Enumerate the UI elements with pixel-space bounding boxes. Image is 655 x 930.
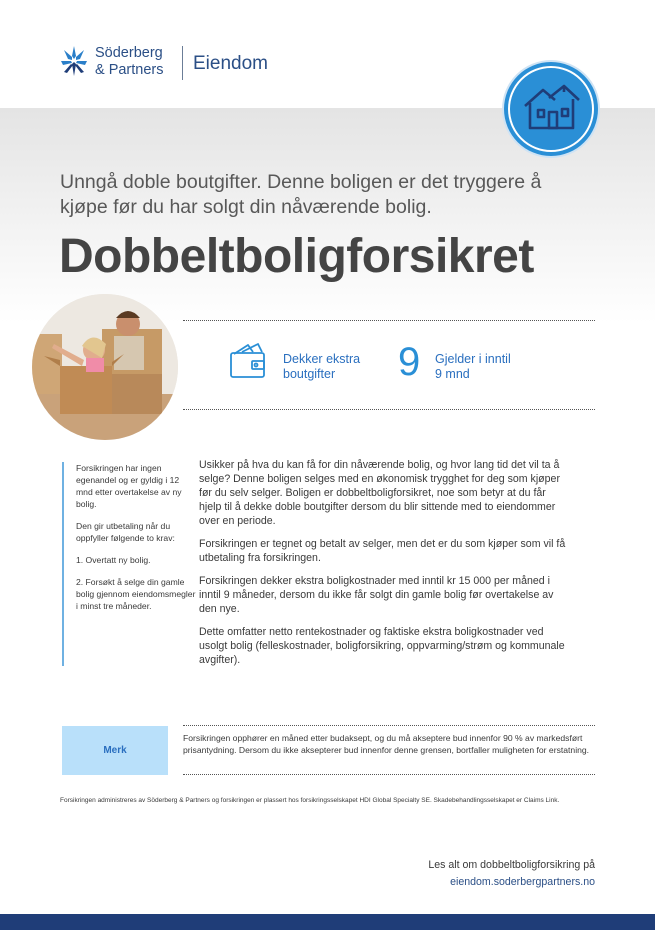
body-paragraph: Forsikringen dekker ekstra boligkostnader med inntil kr 15 000 per måned i inntil 9 måneder, dersom du ikke får solgt din gamle bolig før overtakelse av den nye. [199, 575, 554, 615]
feature-duration-label: Gjelder i inntil 9 mnd [435, 352, 511, 381]
note-label-box [62, 726, 168, 775]
sidebar-paragraph: Forsikringen har ingen egenandel og er gyldig i 12 mnd etter overtakelse av ny bolig. [76, 463, 182, 509]
feature-costs-label: Dekker ekstra boutgifter [283, 352, 361, 381]
logo-line-2: & Partners [95, 62, 164, 78]
family-moving-photo [32, 294, 178, 440]
house-icon [521, 82, 581, 134]
sidebar-paragraph: 2. Forsøkt å selge din gamle bolig gjennom eiendomsmegler i minst tre måneder. [76, 577, 196, 611]
feature-divider-bottom [183, 409, 595, 410]
intro-text: Unngå doble boutgifter. Denne boligen er det tryggere å kjøpe før du har solgt din nåværende bolig. [60, 171, 542, 218]
note-divider-top [183, 725, 595, 726]
note-divider-bottom [183, 774, 595, 775]
house-badge [504, 62, 598, 156]
cta-block [428, 857, 595, 891]
star-logo-icon [60, 44, 88, 78]
sidebar-paragraph: Den gir utbetaling når du oppfyller følgende to krav: [76, 521, 175, 543]
cta-label: Les alt om dobbeltboligforsikring på [428, 859, 595, 871]
logo-line-1: Söderberg [95, 45, 163, 61]
body-paragraph: Usikker på hva du kan få for din nåværende bolig, og hvor lang tid det vil ta å selge? Denne boligen selges med en økonomisk trygghet for deg som kjøper før du selv selger. Boligen er dobbeltboligforsikret, noe som betyr at du får hjelp til å dekke doble boutgifter dersom du blir sittende med to eiendommer over en periode. [199, 459, 560, 527]
body-paragraph: Forsikringen er tegnet og betalt av selger, men det er du som kjøper som vil få utbetaling fra forsikringen. [199, 538, 566, 564]
footnote: Forsikringen administreres av Söderberg & Partners og forsikringen er plassert hos forsikringsselskapet HDI Global Specialty SE. Skadebehandlingsselskapet er Claims Link. [60, 797, 560, 804]
note-text: Forsikringen opphører en måned etter budaksept, og du må akseptere bud innenfor 90 % av markedsført prisantydning. Dersom du ikke aksepterer bud innenfor denne grensen, bortfaller muligheten for erstatning. [183, 733, 590, 755]
division-name: Eiendom [193, 53, 268, 74]
logo-wordmark [95, 45, 185, 79]
page-title: Dobbeltboligforsikret [59, 230, 534, 283]
feature-divider-top [183, 320, 595, 321]
duration-number: 9 [398, 340, 421, 384]
sidebar-paragraph: 1. Overtatt ny bolig. [76, 555, 151, 565]
footer-bar [0, 914, 655, 930]
note-label: Merk [103, 745, 127, 756]
logo-divider [182, 46, 183, 80]
body-paragraph: Dette omfatter netto rentekostnader og faktiske ekstra boligkostnader ved usolgt bolig (felleskostnader, boligforsikring, oppvarming/strøm og kommunale avgifter). [199, 626, 565, 666]
wallet-icon [228, 340, 268, 380]
body-text [199, 458, 569, 676]
website-link[interactable]: eiendom.soderbergpartners.no [450, 876, 595, 888]
sidebar-conditions [62, 462, 196, 666]
